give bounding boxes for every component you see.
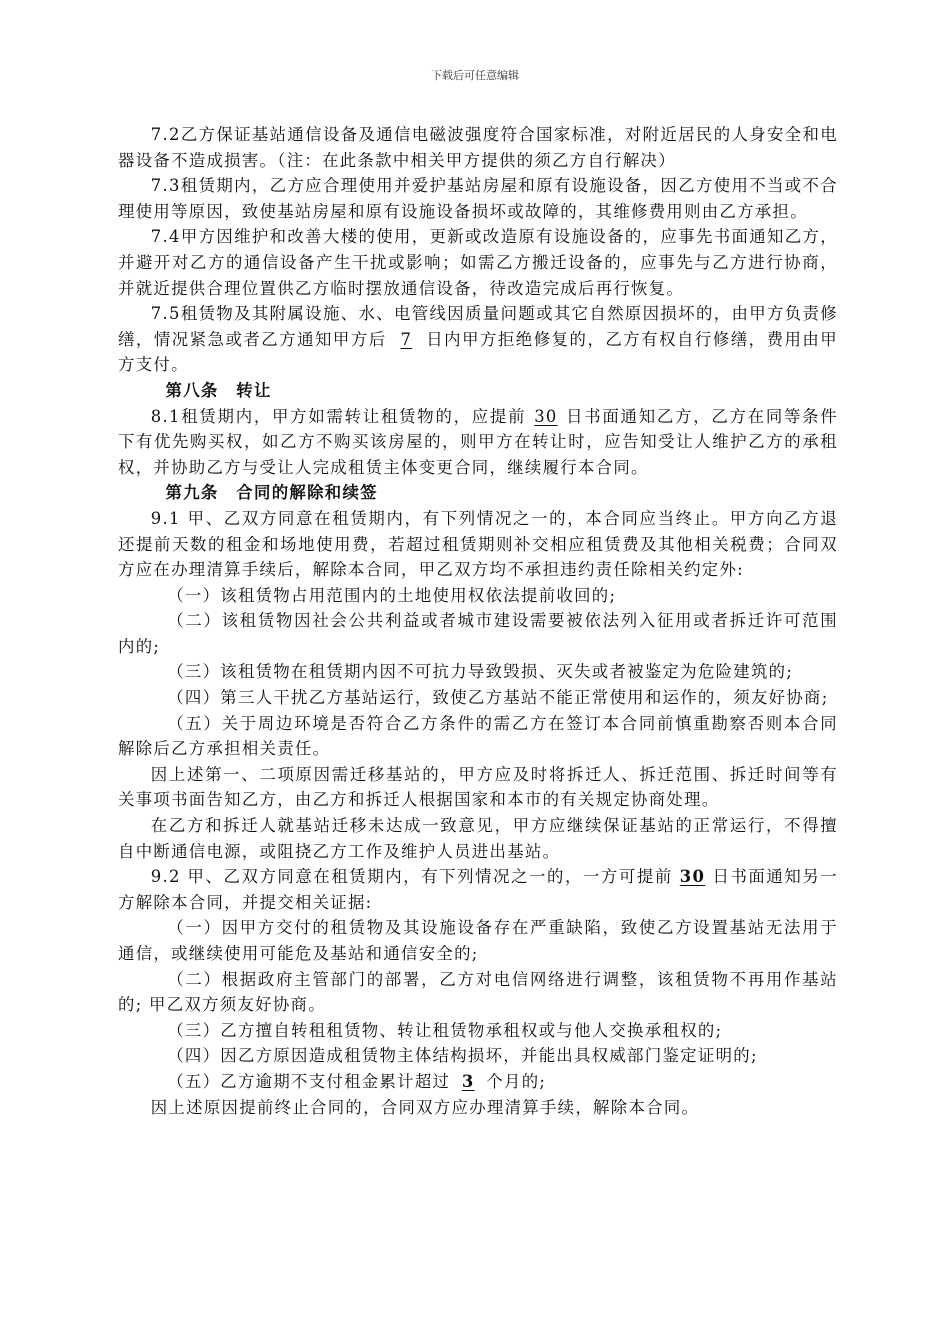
clause-9-2-item-5-text-before: （五）乙方逾期不支付租金累计超过 — [167, 1071, 451, 1091]
clause-9-2-item: （一）因甲方交付的租赁物及其设施设备存在严重缺陷，致使乙方设置基站无法用于通信，或继续使用可能危及基站和通信安全的; — [118, 918, 838, 963]
clause-9-2-item-5-text-after: 个月的; — [486, 1071, 547, 1091]
clause-7-5-text-before: 7.5租赁物及其附属设施、水、电管线因质量问题或其它自然原因损坏的，由甲方负责修缮，情况紧急或者乙方通知甲方后 — [118, 304, 838, 349]
clause-9-2-days-value: 30 — [679, 867, 706, 887]
document-body — [118, 122, 838, 1120]
page-header: 下载后可任意编辑 — [431, 69, 519, 82]
clause-7-5-text-after: 日内甲方拒绝修复的，乙方有权自行修缮，费用由甲方支付。 — [118, 329, 838, 375]
clause-9-2-text-before: 9.2 甲、乙双方同意在租赁期内，有下列情况之一的，一方可提前 — [150, 867, 673, 887]
clause-9-1-item: （五）关于周边环境是否符合乙方条件的需乙方在签订本合同前慎重勘察否则本合同解除后乙方承担相关责任。 — [118, 713, 838, 759]
clause-9-2-note: 因上述原因提前终止合同的，合同双方应办理清算手续，解除本合同。 — [150, 1097, 700, 1117]
clause-9-2-item-5 — [118, 1069, 838, 1095]
clause-9-1-item: （二）该租赁物因社会公共利益或者城市建设需要被依法列入征用或者拆迁许可范围内的; — [118, 611, 838, 656]
clause-7-3: 7.3租赁期内，乙方应合理使用并爱护基站房屋和原有设施设备，因乙方使用不当或不合理使用等原因，致使基站房屋和原有设施设备损坏或故障的，其维修费用则由乙方承担。 — [118, 176, 838, 221]
clause-8-1 — [118, 404, 838, 481]
article-8-heading: 第八条 转让 — [165, 380, 272, 400]
clause-9-1-item: （一）该租赁物占用范围内的土地使用权依法提前收回的; — [167, 585, 617, 605]
clause-9-2-text-after: 日书面通知另一方解除本合同，并提交相关证据: — [118, 867, 838, 912]
clause-9-1: 9.1 甲、乙双方同意在租赁期内，有下列情况之一的，本合同应当终止。甲方向乙方退还提前天数的租金和场地使用费，若超过租赁期则补交相应租赁费及其他相关税费；合同双方应在办理清算手续后，解除本合同，甲乙双方均不承担违约责任除相关约定外: — [118, 508, 838, 580]
clause-8-1-text-after: 日书面通知乙方，乙方在同等条件下有优先购买权，如乙方不购买该房屋的，则甲方在转让时，应告知受让人维护乙方的承租权，并协助乙方与受让人完成租赁主体变更合同，继续履行本合同。 — [118, 406, 838, 477]
clause-9-2-item: （四）因乙方原因造成租赁物主体结构损坏，并能出具权威部门鉴定证明的; — [167, 1046, 758, 1066]
clause-9-2 — [118, 864, 838, 915]
clause-9-1-note-disagreement: 在乙方和拆迁人就基站迁移未达成一致意见，甲方应继续保证基站的正常运行，不得擅自中断通信电源，或阻挠乙方工作及维护人员进出基站。 — [118, 816, 838, 861]
clause-9-1-note-relocation: 因上述第一、二项原因需迁移基站的，甲方应及时将拆迁人、拆迁范围、拆迁时间等有关事项书面告知乙方，由乙方和拆迁人根据国家和本市的有关规定协商处理。 — [118, 764, 838, 810]
clause-7-2: 7.2乙方保证基站通信设备及通信电磁波强度符合国家标准，对附近居民的人身安全和电器设备不造成损害。（注：在此条款中相关甲方提供的须乙方自行解决） — [118, 125, 838, 170]
clause-9-2-item: （三）乙方擅自转租租赁物、转让租赁物承租权或与他人交换承租权的; — [167, 1020, 723, 1040]
clause-7-4: 7.4甲方因维护和改善大楼的使用，更新或改造原有设施设备的，应事先书面通知乙方，并避开对乙方的通信设备产生干扰或影响；如需乙方搬迁设备的，应事先与乙方进行协商，并就近提供合理位置供乙方临时摆放通信设备，待改造完成后再行恢复。 — [118, 227, 838, 298]
clause-9-1-item: （四）第三人干扰乙方基站运行，致使乙方基站不能正常使用和运作的，须友好协商; — [167, 688, 829, 708]
clause-8-1-days-value: 30 — [534, 406, 558, 426]
clause-7-5-days-value: 7 — [400, 329, 413, 349]
clause-9-2-item-5-months-value: 3 — [461, 1071, 475, 1091]
clause-9-1-item: （三）该租赁物在租赁期内因不可抗力导致毁损、灭失或者被鉴定为危险建筑的; — [167, 662, 794, 682]
clause-8-1-text-before: 8.1租赁期内，甲方如需转让租赁物的，应提前 — [150, 406, 527, 426]
clause-7-5 — [118, 301, 838, 378]
article-9-heading: 第九条 合同的解除和续签 — [165, 483, 378, 503]
clause-9-2-item: （二）根据政府主管部门的部署，乙方对电信网络进行调整，该租赁物不再用作基站的; 甲乙双方须友好协商。 — [118, 969, 838, 1015]
